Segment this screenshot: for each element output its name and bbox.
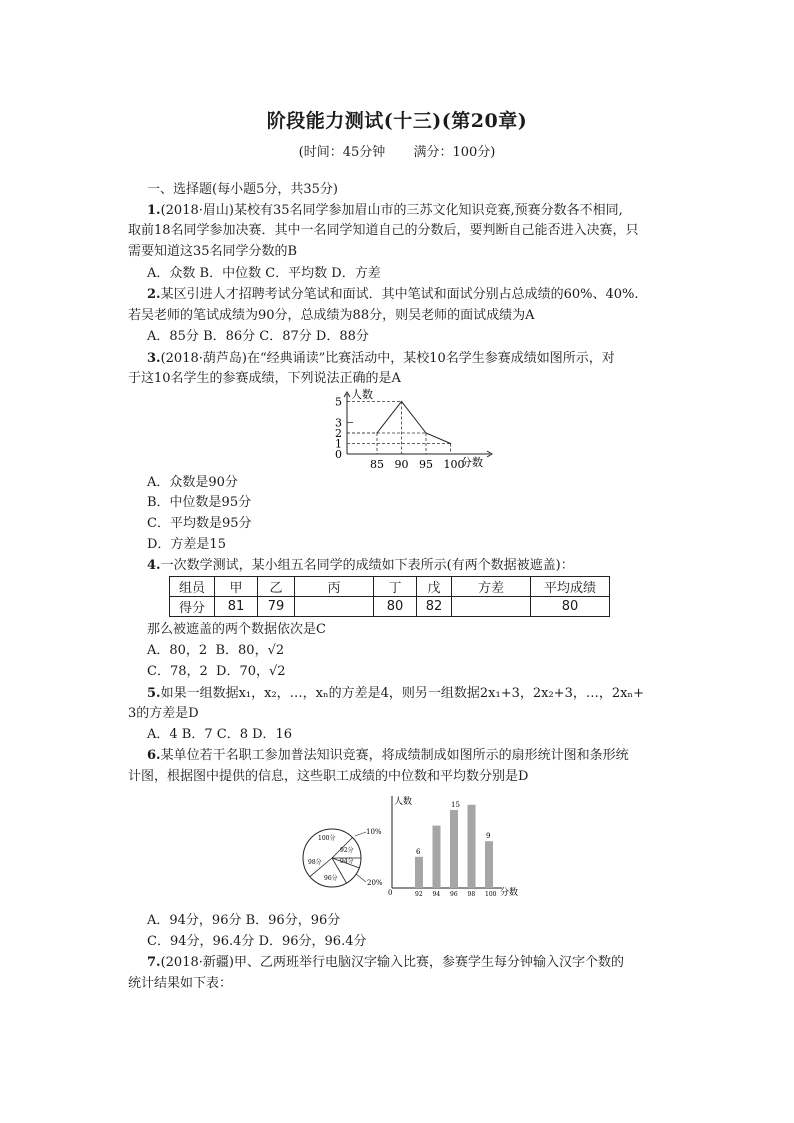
y-tick-label: 0 bbox=[335, 448, 342, 461]
pie-percent-label: 10% bbox=[366, 828, 382, 836]
q4-options-cd bbox=[147, 662, 286, 682]
x-tick-label: 100 bbox=[443, 458, 465, 470]
q3-number: 3. bbox=[147, 351, 161, 366]
bar bbox=[415, 857, 423, 888]
table-header-cell: 甲 bbox=[215, 577, 258, 597]
table-cell bbox=[295, 597, 374, 617]
y-tick-label: 2 bbox=[335, 427, 342, 440]
table-header-cell: 丙 bbox=[295, 577, 374, 597]
q2-text-1: 某区引进人才招聘考试分笔试和面试．其中笔试和面试分别占总成绩的60%、40%. bbox=[160, 287, 639, 302]
q1-options: A．众数 B．中位数 C．平均数 D．方差 bbox=[147, 266, 381, 281]
q4-text-1: 一次数学测试，某小组五名同学的成绩如下表所示(有两个数据被遮盖)： bbox=[160, 558, 574, 573]
bar bbox=[433, 826, 441, 888]
x-tick-label: 94 bbox=[432, 891, 441, 898]
q3-option-b: B．中位数是95分 bbox=[147, 495, 252, 510]
q4-number: 4. bbox=[147, 558, 161, 573]
q4-option-b: B．80， bbox=[215, 643, 268, 658]
full-score: 满分：100分) bbox=[413, 145, 496, 160]
q2-line2: 若吴老师的笔试成绩为90分，总成绩为88分，则吴老师的面试成绩为A bbox=[128, 308, 535, 323]
series-line bbox=[377, 402, 451, 444]
pie-slice-label: 100分 bbox=[318, 835, 336, 842]
table-header-cell: 方差 bbox=[452, 577, 531, 597]
q7-line2: 统计结果如下表： bbox=[128, 976, 233, 991]
q5-line2: 3的方差是D bbox=[128, 706, 199, 721]
sqrt-symbol: √2 bbox=[269, 664, 286, 679]
y-tick-label: 3 bbox=[335, 416, 342, 430]
x-tick-label: 95 bbox=[419, 458, 433, 470]
q2-number: 2. bbox=[147, 287, 161, 302]
x-tick-label: 100 bbox=[485, 891, 497, 898]
q3-option-c: C．平均数是95分 bbox=[147, 516, 252, 531]
q3-option-d: D．方差是15 bbox=[147, 537, 226, 552]
page-title: 阶段能力测试(十三)(第20章) bbox=[266, 110, 528, 132]
x-tick-label: 98 bbox=[467, 891, 476, 898]
q1-line2: 取前18名同学参加决赛．其中一名同学知道自己的分数后，要判断自己能否进入决赛，只 bbox=[128, 223, 639, 238]
table-cell: 80 bbox=[374, 597, 417, 617]
q6-line1 bbox=[147, 746, 629, 766]
bar-value-label: 6 bbox=[416, 847, 421, 856]
q5-text-1: 如果一组数据x₁，x₂，…，xₙ的方差是4，则另一组数据2x₁+3，2x₂+3，…，2xₙ+ bbox=[160, 686, 644, 701]
table-header-cell: 丁 bbox=[374, 577, 417, 597]
q7-line1 bbox=[147, 953, 624, 973]
sqrt-symbol: √2 bbox=[267, 643, 285, 658]
q5-number: 5. bbox=[147, 686, 161, 701]
table-cell: 81 bbox=[215, 597, 258, 617]
x-tick-label: 85 bbox=[370, 458, 384, 470]
q7-number: 7. bbox=[147, 955, 161, 970]
q5-line1 bbox=[147, 684, 644, 704]
q6-pie-chart bbox=[300, 822, 390, 888]
q1-text-1: (2018·眉山)某校有35名同学参加眉山市的三苏文化知识竞赛,预赛分数各不相同, bbox=[160, 203, 623, 218]
table-cell: 80 bbox=[531, 597, 610, 617]
table-header-row bbox=[170, 577, 610, 597]
q4-option-a: A．80，2 bbox=[147, 643, 208, 658]
x-axis-label: 分数 bbox=[500, 888, 519, 898]
table-header-cell: 乙 bbox=[258, 577, 295, 597]
q1-line3: 需要知道这35名同学分数的B bbox=[128, 244, 298, 259]
q6-options-cd: C．94分，96.4分 D．96分，96.4分 bbox=[147, 934, 367, 949]
y-axis-label: 人数 bbox=[394, 797, 413, 807]
q2-line1 bbox=[147, 285, 639, 305]
q5-options: A．4 B．7 C．8 D．16 bbox=[147, 727, 293, 742]
x-tick-label: 96 bbox=[450, 891, 458, 898]
y-axis-label: 人数 bbox=[351, 388, 373, 401]
leader-line bbox=[356, 874, 366, 882]
x-tick-label: 92 bbox=[415, 891, 423, 898]
y-tick-label: 1 bbox=[335, 437, 342, 451]
q6-bar-chart bbox=[382, 792, 532, 902]
q4-option-c: C．78，2 bbox=[147, 664, 208, 679]
q2-options: A．85分 B．86分 C．87分 D．88分 bbox=[147, 329, 369, 344]
q3-line2: 于这10名学生的参赛成绩，下列说法正确的是A bbox=[128, 371, 401, 386]
table-header-cell: 平均成绩 bbox=[531, 577, 610, 597]
pie-slice-label: 92分 bbox=[340, 847, 354, 854]
q6-text-1: 某单位若干名职工参加普法知识竞赛，将成绩制成如图所示的扇形统计图和条形统 bbox=[160, 748, 629, 763]
table-header-cell: 组员 bbox=[170, 577, 215, 597]
data-point bbox=[401, 401, 402, 402]
time-limit: (时间：45分钟 bbox=[298, 145, 386, 160]
q3-text-1: (2018·葫芦岛)在“经典诵读”比赛活动中，某校10名学生参赛成绩如图所示，对 bbox=[160, 351, 615, 366]
q4-line2: 那么被遮盖的两个数据依次是C bbox=[147, 622, 326, 637]
table-cell bbox=[452, 597, 531, 617]
data-point bbox=[425, 432, 426, 433]
bar-value-label: 9 bbox=[486, 832, 491, 841]
q4-option-d: D．70， bbox=[216, 664, 269, 679]
table-row bbox=[170, 597, 610, 617]
bar bbox=[450, 810, 458, 888]
q4-line1 bbox=[147, 556, 574, 576]
data-point bbox=[376, 432, 377, 433]
pie-slice-label: 96分 bbox=[324, 875, 338, 882]
section-heading: 一、选择题(每小题5分，共35分) bbox=[147, 182, 338, 197]
q3-line1 bbox=[147, 349, 615, 369]
table-cell: 82 bbox=[417, 597, 452, 617]
q4-options-ab bbox=[147, 641, 284, 661]
q1-line1 bbox=[147, 201, 623, 221]
q6-options-ab: A．94分，96分 B．96分，96分 bbox=[147, 913, 341, 928]
table-cell: 79 bbox=[258, 597, 295, 617]
q3-line-chart bbox=[330, 388, 500, 470]
x-axis-label: 分数 bbox=[461, 456, 483, 469]
y-tick-label: 5 bbox=[335, 395, 342, 409]
q6-number: 6. bbox=[147, 748, 161, 763]
q1-number: 1. bbox=[147, 203, 161, 218]
q6-line2: 计图，根据图中提供的信息，这些职工成绩的中位数和平均数分别是D bbox=[128, 769, 529, 784]
leader-line bbox=[355, 832, 366, 836]
pie-slice-label: 94分 bbox=[340, 858, 354, 865]
data-point bbox=[450, 443, 451, 444]
pie-percent-label: 20% bbox=[367, 879, 383, 887]
table-cell: 得分 bbox=[170, 597, 215, 617]
pie-slice-label: 98分 bbox=[308, 859, 322, 866]
score-table bbox=[169, 576, 610, 617]
x-tick-label: 90 bbox=[394, 458, 409, 470]
table-header-cell: 戊 bbox=[417, 577, 452, 597]
test-meta bbox=[0, 141, 794, 160]
q3-option-a: A．众数是90分 bbox=[147, 475, 238, 490]
q7-text-1: (2018·新疆)甲、乙两班举行电脑汉字输入比赛，参赛学生每分钟输入汉字个数的 bbox=[160, 955, 624, 970]
origin-label: 0 bbox=[388, 889, 393, 897]
bar bbox=[485, 841, 493, 888]
bar-value-label: 15 bbox=[451, 801, 460, 809]
bar bbox=[468, 805, 476, 888]
